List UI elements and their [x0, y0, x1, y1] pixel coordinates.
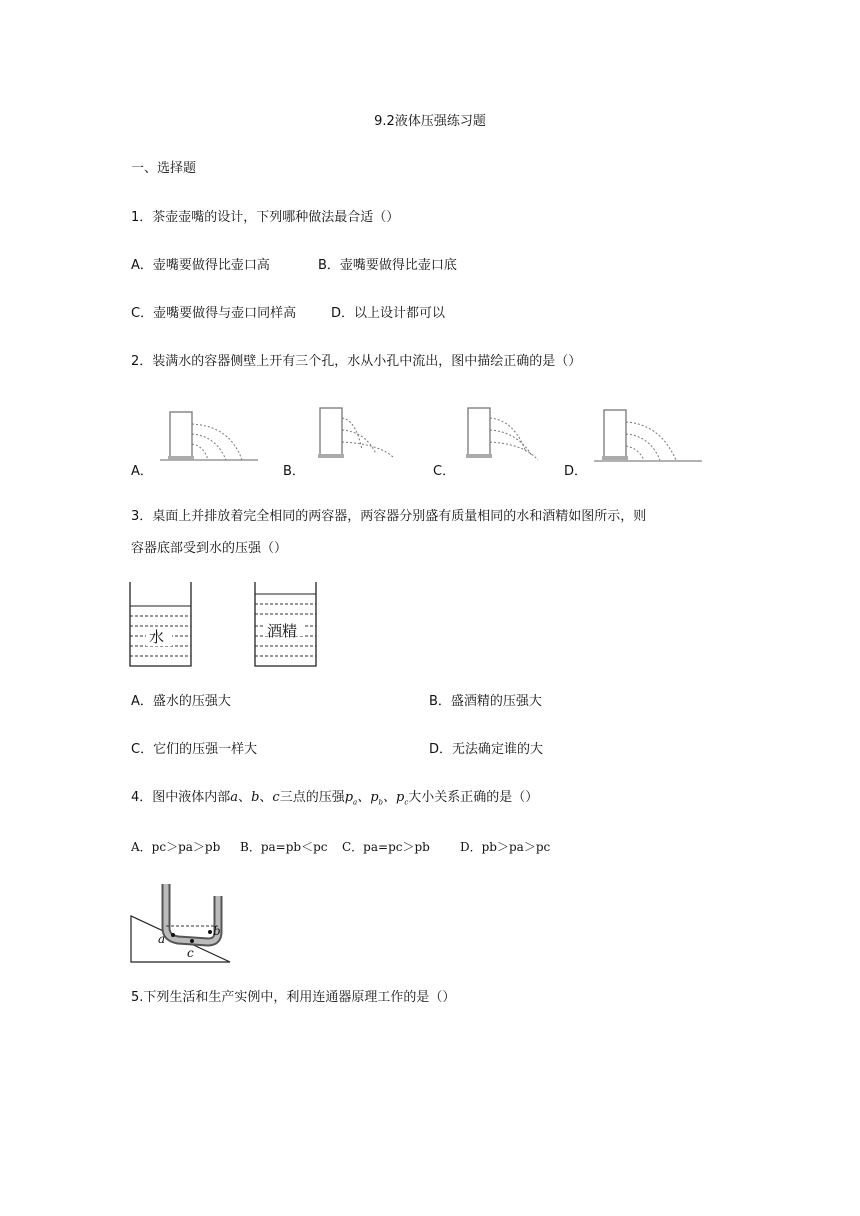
- q4-pressure-symbols: $p_a$、$p_b$、$p_c$: [344, 790, 409, 807]
- q1-option-c: C．壶嘴要做得与壶口同样高: [131, 306, 297, 321]
- q4-stem: [131, 789, 538, 812]
- q3-option-a: A．盛水的压强大: [131, 694, 231, 709]
- q4-stem-pre: 4．图中液体内部: [131, 790, 231, 805]
- q1-stem: 1．茶壶壶嘴的设计，下列哪种做法最合适（）: [131, 210, 400, 225]
- q2-figure-b: [310, 404, 410, 464]
- q4-var-b: b: [251, 790, 260, 805]
- q4-var-c: c: [272, 790, 280, 805]
- q2-label-a: A．: [131, 464, 153, 479]
- q4-figure-label-a: a: [158, 932, 166, 946]
- q2-figure-a: [160, 404, 260, 464]
- q4-option-a: A．pc＞pa＞pb: [131, 840, 221, 854]
- q3-stem-line2: 容器底部受到水的压强（）: [131, 541, 288, 556]
- q3-option-b: B．盛酒精的压强大: [429, 694, 542, 709]
- q4-figure-label-b: b: [213, 924, 221, 938]
- q4-stem-mid: 三点的压强: [279, 790, 345, 805]
- q3-option-d: D．无法确定谁的大: [429, 742, 544, 757]
- q3-water-container: [128, 580, 194, 668]
- q4-sep1: 、: [238, 790, 252, 805]
- q4-var-a: a: [230, 790, 239, 805]
- q4-figure-label-c: c: [187, 946, 194, 960]
- q3-option-c: C．它们的压强一样大: [131, 742, 258, 757]
- page-title: 9.2液体压强练习题: [374, 114, 486, 129]
- q1-option-d: D．以上设计都可以: [331, 306, 446, 321]
- q2-stem: 2．装满水的容器侧壁上开有三个孔，水从小孔中流出，图中描绘正确的是（）: [131, 354, 582, 369]
- q5-stem: 5.下列生活和生产实例中，利用连通器原理工作的是（）: [131, 990, 456, 1005]
- q2-figure-c: [458, 404, 558, 464]
- q2-label-d: D．: [564, 464, 588, 479]
- q4-option-d: D．pb＞pa＞pc: [460, 840, 551, 854]
- q3-alcohol-label: 酒精: [267, 622, 298, 640]
- section-heading: 一、选择题: [131, 161, 197, 176]
- q4-sep2: 、: [259, 790, 273, 805]
- q4-option-b: B．pa=pb＜pc: [240, 840, 328, 854]
- q2-label-b: B．: [283, 464, 305, 479]
- q2-figure-d: [594, 404, 704, 464]
- q4-option-c: C．pa=pc＞pb: [342, 840, 430, 854]
- q1-option-a: A．壶嘴要做得比壶口高: [131, 258, 270, 273]
- q3-water-label: 水: [149, 628, 165, 646]
- q2-label-c: C．: [433, 464, 456, 479]
- q1-option-b: B．壶嘴要做得比壶口底: [318, 258, 457, 273]
- q4-stem-post: 大小关系正确的是（）: [408, 790, 539, 805]
- q3-stem-line1: 3．桌面上并排放着完全相同的两容器，两容器分别盛有质量相同的水和酒精如图所示，则: [131, 509, 647, 524]
